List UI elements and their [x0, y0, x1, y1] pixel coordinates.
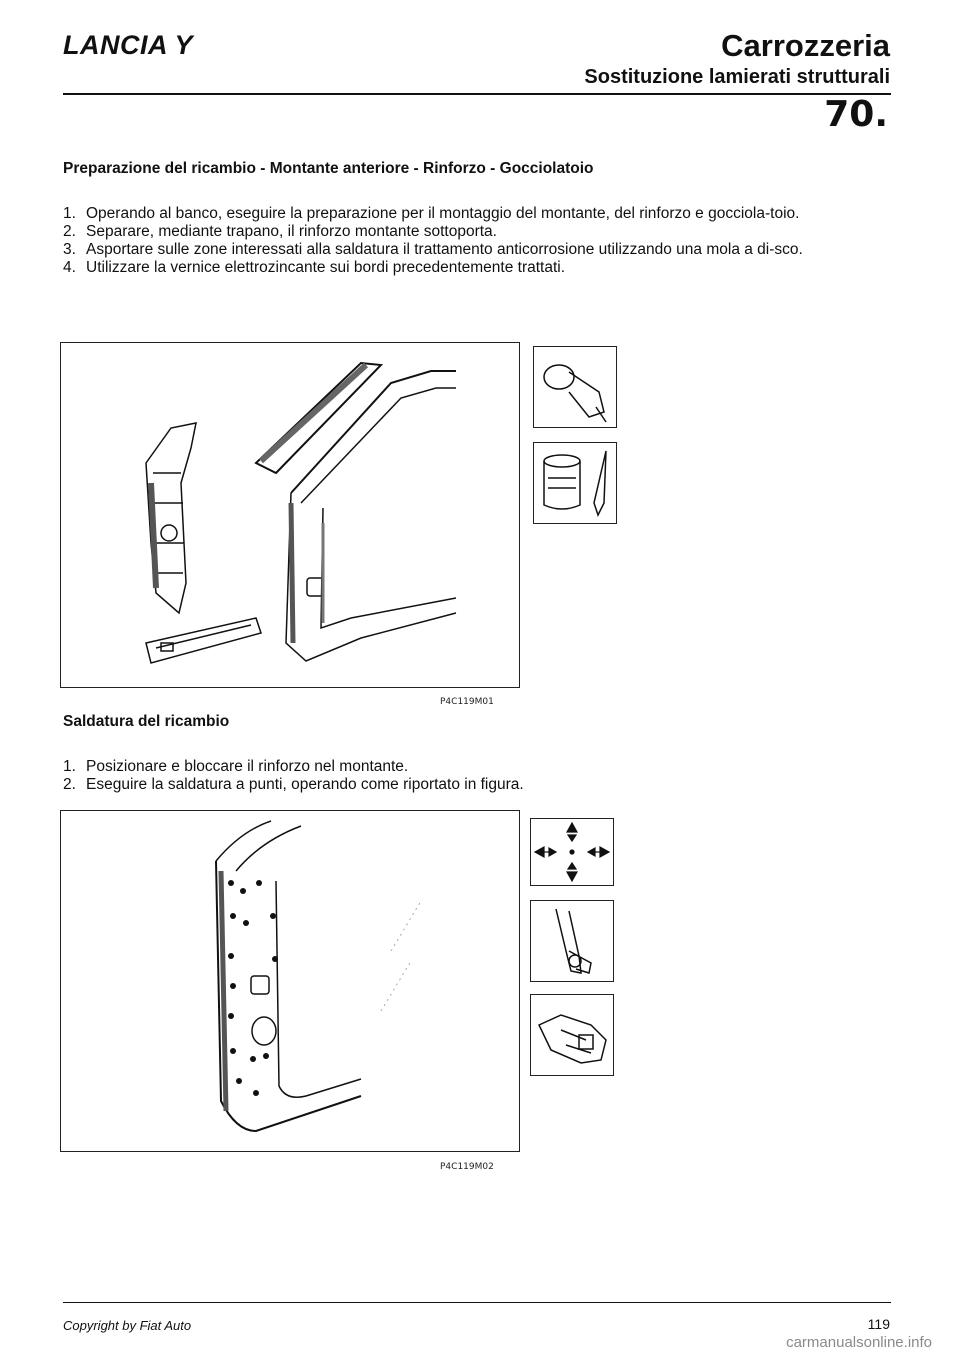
chapter-page-number: 70.: [824, 94, 888, 135]
page-number: 119: [867, 1316, 890, 1332]
section1-heading: Preparazione del ricambio - Montante anteriore - Rinforzo - Gocciolatoio: [63, 160, 594, 177]
spot-welder-icon: [530, 994, 614, 1076]
subsection-title: Sostituzione lamierati strutturali: [584, 66, 890, 88]
copyright: Copyright by Fiat Auto: [63, 1318, 192, 1333]
header-rule: [63, 93, 891, 95]
manual-brand: LANCIA Y: [63, 30, 194, 60]
section1-steps: [63, 205, 898, 277]
list-item: 2. Eseguire la saldatura a punti, operando come riportato in figura.: [63, 776, 524, 793]
section2-heading: Saldatura del ricambio: [63, 713, 230, 730]
figure-spot-welding: [60, 810, 520, 1152]
figure-code: P4C119M02: [440, 1162, 494, 1172]
figure-pillar-preparation: [60, 342, 520, 688]
list-item: 1. Posizionare e bloccare il rinforzo nel montante.: [63, 758, 409, 775]
clamp-pliers-icon: [530, 900, 614, 982]
section2-steps: [63, 758, 898, 794]
list-item: 1. Operando al banco, eseguire la preparazione per il montaggio del montante, del rinforzo e gocciola-toio.: [63, 205, 800, 222]
list-item: 4. Utilizzare la vernice elettrozincante sui bordi precedentemente trattati.: [63, 259, 566, 276]
figure-code: P4C119M01: [440, 697, 494, 707]
paint-can-brush-icon: [533, 442, 617, 524]
spot-weld-arrows-icon: [530, 818, 614, 886]
grinder-icon: [533, 346, 617, 428]
watermark: carmanualsonline.info: [786, 1334, 932, 1351]
footer-rule: [63, 1302, 891, 1303]
list-item: 3. Asportare sulle zone interessati alla saldatura il trattamento anticorrosione utilizzando una mola a di-sco.: [63, 241, 803, 258]
list-item: 2. Separare, mediante trapano, il rinforzo montante sottoporta.: [63, 223, 497, 240]
section-title: Carrozzeria: [721, 28, 890, 63]
